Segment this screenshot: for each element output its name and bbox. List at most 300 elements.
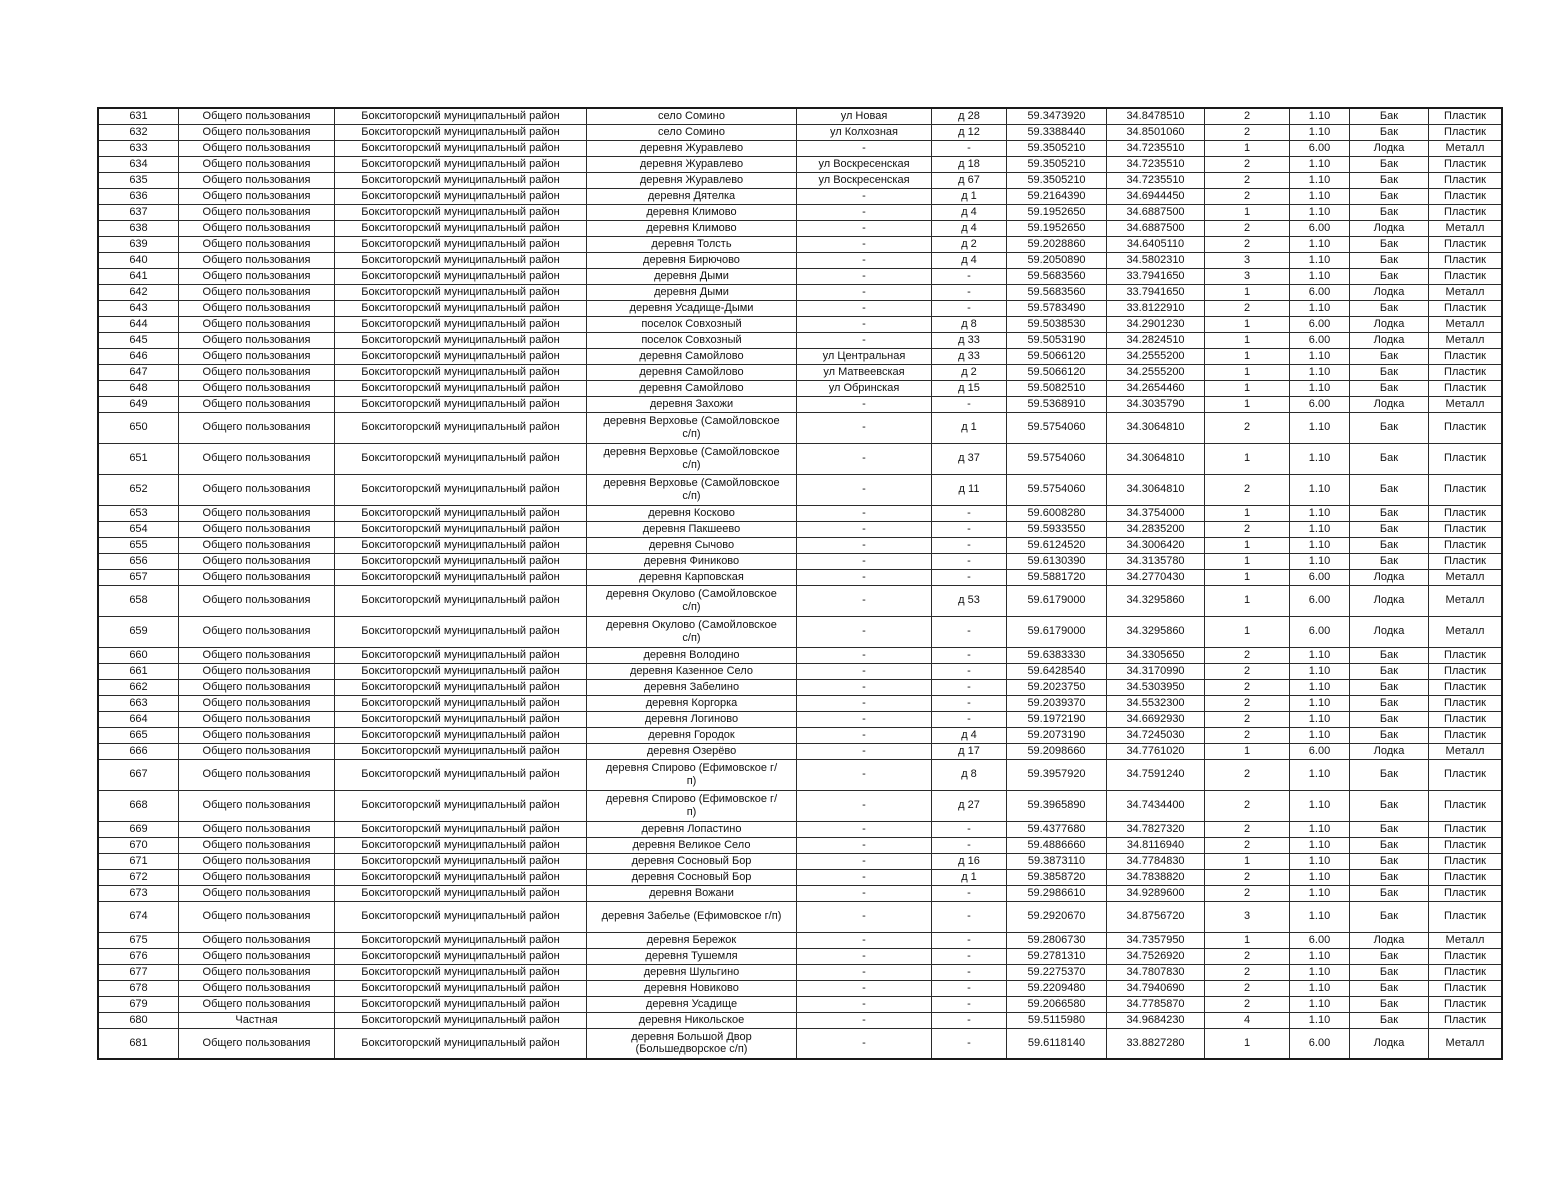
table-row [98,252,1502,268]
cell-material: Пластик [1429,711,1503,727]
cell-material: Пластик [1429,364,1503,380]
table-row [98,996,1502,1012]
cell-settlement [587,980,797,996]
cell-longitude: 34.5802310 [1107,252,1205,268]
cell-longitude: 34.3006420 [1107,537,1205,553]
cell-type: Бак [1350,412,1429,443]
cell-row-number: 657 [98,569,179,585]
settlement-text: деревня Забелино [643,680,740,693]
cell-house-number: - [932,837,1007,853]
cell-settlement [587,1028,797,1059]
cell-ownership: Общего пользования [179,996,335,1012]
cell-volume: 1.10 [1290,537,1350,553]
cell-count: 2 [1205,220,1290,236]
cell-longitude: 34.2654460 [1107,380,1205,396]
cell-material: Металл [1429,743,1503,759]
cell-house-number: д 67 [932,172,1007,188]
cell-district: Бокситогорский муниципальный район [335,332,587,348]
cell-street: - [797,759,932,790]
cell-count: 2 [1205,679,1290,695]
cell-longitude: 34.7434400 [1107,790,1205,821]
cell-house-number: - [932,679,1007,695]
cell-street: - [797,300,932,316]
cell-longitude: 34.8478510 [1107,108,1205,124]
cell-settlement [587,474,797,505]
cell-material: Пластик [1429,412,1503,443]
cell-settlement [587,1012,797,1028]
cell-count: 1 [1205,537,1290,553]
cell-street: ул Новая [797,108,932,124]
cell-settlement [587,252,797,268]
cell-settlement [587,759,797,790]
cell-longitude: 34.3295860 [1107,616,1205,647]
cell-material: Металл [1429,284,1503,300]
cell-district: Бокситогорский муниципальный район [335,268,587,284]
cell-volume: 1.10 [1290,980,1350,996]
cell-latitude: 59.5881720 [1007,569,1107,585]
cell-material: Пластик [1429,759,1503,790]
cell-volume: 1.10 [1290,108,1350,124]
cell-latitude: 59.2209480 [1007,980,1107,996]
cell-material: Пластик [1429,188,1503,204]
cell-district: Бокситогорский муниципальный район [335,348,587,364]
cell-settlement [587,679,797,695]
cell-type: Бак [1350,759,1429,790]
cell-material: Металл [1429,220,1503,236]
cell-ownership: Общего пользования [179,695,335,711]
cell-row-number: 644 [98,316,179,332]
settlement-text: поселок Совхозный [641,317,742,330]
cell-ownership: Общего пользования [179,679,335,695]
cell-ownership: Общего пользования [179,364,335,380]
cell-district: Бокситогорский муниципальный район [335,759,587,790]
table-row [98,474,1502,505]
settlement-text: деревня Новиково [644,981,739,994]
cell-row-number: 667 [98,759,179,790]
cell-settlement [587,140,797,156]
settlement-text: деревня Журавлево [639,157,744,170]
cell-type: Бак [1350,188,1429,204]
table-row [98,108,1502,124]
cell-type: Бак [1350,505,1429,521]
cell-street: - [797,679,932,695]
cell-material: Пластик [1429,996,1503,1012]
cell-type: Лодка [1350,616,1429,647]
cell-ownership: Общего пользования [179,743,335,759]
cell-row-number: 676 [98,948,179,964]
cell-material: Пластик [1429,679,1503,695]
cell-type: Бак [1350,380,1429,396]
cell-longitude: 34.3170990 [1107,663,1205,679]
cell-latitude: 59.6118140 [1007,1028,1107,1059]
cell-ownership: Общего пользования [179,901,335,932]
cell-latitude: 59.2920670 [1007,901,1107,932]
cell-longitude: 34.9289600 [1107,885,1205,901]
settlement-text: деревня Верховье (Самойловское с/п) [603,476,780,502]
cell-count: 2 [1205,980,1290,996]
cell-longitude: 34.7761020 [1107,743,1205,759]
cell-settlement [587,268,797,284]
cell-longitude: 34.7235510 [1107,156,1205,172]
cell-house-number: - [932,396,1007,412]
table-row [98,188,1502,204]
cell-street: - [797,964,932,980]
cell-latitude: 59.2164390 [1007,188,1107,204]
cell-row-number: 679 [98,996,179,1012]
cell-house-number: д 12 [932,124,1007,140]
cell-settlement [587,932,797,948]
cell-row-number: 658 [98,585,179,616]
cell-district: Бокситогорский муниципальный район [335,663,587,679]
cell-district: Бокситогорский муниципальный район [335,252,587,268]
settlement-text: деревня Городок [648,728,735,741]
settlement-text: деревня Самойлово [639,365,744,378]
cell-latitude: 59.1952650 [1007,204,1107,220]
cell-latitude: 59.2073190 [1007,727,1107,743]
cell-type: Бак [1350,204,1429,220]
table-row [98,711,1502,727]
cell-street: ул Матвеевская [797,364,932,380]
cell-ownership: Общего пользования [179,853,335,869]
cell-longitude: 33.7941650 [1107,284,1205,300]
cell-district: Бокситогорский муниципальный район [335,204,587,220]
cell-count: 1 [1205,284,1290,300]
cell-type: Лодка [1350,932,1429,948]
table-row [98,124,1502,140]
cell-latitude: 59.5038530 [1007,316,1107,332]
cell-row-number: 661 [98,663,179,679]
cell-house-number: - [932,537,1007,553]
cell-type: Бак [1350,885,1429,901]
cell-longitude: 34.2555200 [1107,364,1205,380]
cell-ownership: Общего пользования [179,553,335,569]
cell-district: Бокситогорский муниципальный район [335,140,587,156]
cell-settlement [587,695,797,711]
cell-ownership: Общего пользования [179,647,335,663]
cell-latitude: 59.5053190 [1007,332,1107,348]
cell-ownership: Общего пользования [179,108,335,124]
cell-type: Бак [1350,236,1429,252]
cell-settlement [587,443,797,474]
cell-count: 2 [1205,821,1290,837]
cell-district: Бокситогорский муниципальный район [335,711,587,727]
cell-latitude: 59.5933550 [1007,521,1107,537]
cell-latitude: 59.5368910 [1007,396,1107,412]
cell-longitude: 34.3754000 [1107,505,1205,521]
cell-count: 2 [1205,474,1290,505]
table-row [98,1028,1502,1059]
cell-street: ул Центральная [797,348,932,364]
cell-latitude: 59.3965890 [1007,790,1107,821]
cell-longitude: 34.7838820 [1107,869,1205,885]
cell-count: 2 [1205,790,1290,821]
cell-longitude: 34.3035790 [1107,396,1205,412]
cell-material: Пластик [1429,300,1503,316]
cell-type: Бак [1350,948,1429,964]
cell-settlement [587,553,797,569]
cell-count: 3 [1205,268,1290,284]
cell-ownership: Общего пользования [179,204,335,220]
cell-house-number: - [932,821,1007,837]
cell-street: - [797,869,932,885]
cell-house-number: д 1 [932,188,1007,204]
cell-settlement [587,837,797,853]
cell-material: Металл [1429,396,1503,412]
table-row [98,553,1502,569]
cell-settlement [587,412,797,443]
cell-district: Бокситогорский муниципальный район [335,156,587,172]
cell-count: 1 [1205,364,1290,380]
cell-row-number: 677 [98,964,179,980]
cell-type: Лодка [1350,284,1429,300]
cell-latitude: 59.6124520 [1007,537,1107,553]
settlement-text: деревня Лопастино [641,822,742,835]
cell-volume: 1.10 [1290,348,1350,364]
table-row [98,364,1502,380]
cell-settlement [587,172,797,188]
cell-count: 2 [1205,521,1290,537]
table-row [98,505,1502,521]
cell-volume: 1.10 [1290,156,1350,172]
cell-count: 1 [1205,743,1290,759]
cell-row-number: 650 [98,412,179,443]
cell-street: - [797,204,932,220]
cell-ownership: Частная [179,1012,335,1028]
cell-material: Пластик [1429,124,1503,140]
settlement-text: деревня Карповская [639,570,744,583]
table-row [98,948,1502,964]
table-row [98,821,1502,837]
settlement-text: деревня Журавлево [639,173,744,186]
cell-type: Бак [1350,364,1429,380]
cell-type: Бак [1350,821,1429,837]
cell-longitude: 34.3135780 [1107,553,1205,569]
table-row [98,204,1502,220]
cell-row-number: 637 [98,204,179,220]
cell-settlement [587,188,797,204]
cell-row-number: 651 [98,443,179,474]
cell-house-number: - [932,885,1007,901]
cell-district: Бокситогорский муниципальный район [335,188,587,204]
cell-latitude: 59.1952650 [1007,220,1107,236]
cell-district: Бокситогорский муниципальный район [335,569,587,585]
cell-type: Лодка [1350,743,1429,759]
cell-ownership: Общего пользования [179,188,335,204]
cell-street: - [797,790,932,821]
cell-count: 2 [1205,711,1290,727]
cell-type: Лодка [1350,569,1429,585]
cell-district: Бокситогорский муниципальный район [335,821,587,837]
cell-count: 2 [1205,869,1290,885]
table-row [98,348,1502,364]
cell-ownership: Общего пользования [179,252,335,268]
cell-count: 1 [1205,1028,1290,1059]
cell-count: 1 [1205,569,1290,585]
cell-row-number: 671 [98,853,179,869]
cell-longitude: 34.3295860 [1107,585,1205,616]
cell-house-number: д 33 [932,348,1007,364]
cell-row-number: 639 [98,236,179,252]
cell-volume: 1.10 [1290,188,1350,204]
cell-latitude: 59.2028860 [1007,236,1107,252]
cell-volume: 6.00 [1290,220,1350,236]
cell-street: - [797,412,932,443]
cell-settlement [587,727,797,743]
table-row [98,759,1502,790]
cell-type: Лодка [1350,1028,1429,1059]
cell-latitude: 59.2275370 [1007,964,1107,980]
table-row [98,837,1502,853]
cell-longitude: 34.2555200 [1107,348,1205,364]
cell-type: Лодка [1350,332,1429,348]
cell-count: 2 [1205,412,1290,443]
cell-district: Бокситогорский муниципальный район [335,284,587,300]
cell-ownership: Общего пользования [179,236,335,252]
table-row [98,980,1502,996]
settlement-text: деревня Большой Двор (Большедворское с/п) [631,1030,752,1056]
cell-material: Пластик [1429,380,1503,396]
cell-material: Пластик [1429,885,1503,901]
cell-type: Лодка [1350,140,1429,156]
cell-longitude: 34.7591240 [1107,759,1205,790]
cell-street: - [797,316,932,332]
cell-district: Бокситогорский муниципальный район [335,537,587,553]
cell-longitude: 34.8116940 [1107,837,1205,853]
cell-volume: 6.00 [1290,332,1350,348]
settlement-text: деревня Сосновый Бор [631,854,752,867]
cell-longitude: 34.3064810 [1107,412,1205,443]
cell-type: Бак [1350,268,1429,284]
cell-volume: 1.10 [1290,236,1350,252]
cell-material: Пластик [1429,647,1503,663]
cell-latitude: 59.5115980 [1007,1012,1107,1028]
cell-material: Пластик [1429,505,1503,521]
cell-ownership: Общего пользования [179,300,335,316]
cell-latitude: 59.5066120 [1007,348,1107,364]
cell-ownership: Общего пользования [179,124,335,140]
cell-ownership: Общего пользования [179,821,335,837]
settlement-text: деревня Коргорка [645,696,738,709]
cell-latitude: 59.3858720 [1007,869,1107,885]
cell-material: Пластик [1429,156,1503,172]
cell-count: 1 [1205,316,1290,332]
cell-count: 3 [1205,252,1290,268]
cell-house-number: д 8 [932,759,1007,790]
settlement-text: деревня Захожи [649,397,734,410]
cell-row-number: 668 [98,790,179,821]
cell-count: 1 [1205,380,1290,396]
cell-count: 2 [1205,948,1290,964]
cell-longitude: 33.7941650 [1107,268,1205,284]
cell-ownership: Общего пользования [179,284,335,300]
cell-house-number: - [932,932,1007,948]
cell-district: Бокситогорский муниципальный район [335,743,587,759]
cell-material: Пластик [1429,727,1503,743]
cell-ownership: Общего пользования [179,474,335,505]
cell-type: Бак [1350,695,1429,711]
cell-settlement [587,332,797,348]
cell-row-number: 660 [98,647,179,663]
cell-house-number: д 11 [932,474,1007,505]
cell-district: Бокситогорский муниципальный район [335,108,587,124]
settlement-text: деревня Пакшеево [642,522,741,535]
table-row [98,1012,1502,1028]
cell-ownership: Общего пользования [179,412,335,443]
cell-house-number: д 53 [932,585,1007,616]
settlement-text: деревня Бирючово [643,253,740,266]
cell-volume: 1.10 [1290,443,1350,474]
cell-street: - [797,885,932,901]
cell-district: Бокситогорский муниципальный район [335,236,587,252]
waterfront-objects-table [97,107,1503,1060]
table-row [98,663,1502,679]
cell-ownership: Общего пользования [179,156,335,172]
cell-longitude: 34.7785870 [1107,996,1205,1012]
settlement-text: деревня Забелье (Ефимовское г/п) [601,910,782,923]
cell-district: Бокситогорский муниципальный район [335,380,587,396]
cell-district: Бокситогорский муниципальный район [335,853,587,869]
cell-latitude: 59.5754060 [1007,443,1107,474]
table-row [98,964,1502,980]
cell-settlement [587,124,797,140]
cell-house-number: д 17 [932,743,1007,759]
cell-street: - [797,521,932,537]
cell-volume: 6.00 [1290,284,1350,300]
table-row [98,172,1502,188]
cell-longitude: 34.7235510 [1107,172,1205,188]
cell-house-number: - [932,569,1007,585]
cell-street: - [797,711,932,727]
cell-district: Бокситогорский муниципальный район [335,727,587,743]
cell-longitude: 34.6944450 [1107,188,1205,204]
cell-ownership: Общего пользования [179,885,335,901]
settlement-text: деревня Журавлево [639,141,744,154]
cell-row-number: 675 [98,932,179,948]
table-row [98,743,1502,759]
cell-row-number: 648 [98,380,179,396]
cell-latitude: 59.5066120 [1007,364,1107,380]
settlement-text: деревня Климово [646,221,737,234]
cell-house-number: - [932,300,1007,316]
cell-row-number: 654 [98,521,179,537]
cell-row-number: 632 [98,124,179,140]
cell-house-number: - [932,553,1007,569]
cell-type: Бак [1350,252,1429,268]
cell-house-number: д 4 [932,204,1007,220]
cell-count: 2 [1205,964,1290,980]
cell-type: Бак [1350,647,1429,663]
cell-longitude: 34.5532300 [1107,695,1205,711]
cell-house-number: д 1 [932,869,1007,885]
cell-house-number: - [932,948,1007,964]
table-row [98,284,1502,300]
table-row [98,140,1502,156]
cell-latitude: 59.3473920 [1007,108,1107,124]
cell-volume: 1.10 [1290,759,1350,790]
cell-longitude: 34.8501060 [1107,124,1205,140]
cell-volume: 6.00 [1290,140,1350,156]
cell-row-number: 665 [98,727,179,743]
table-row [98,220,1502,236]
cell-ownership: Общего пользования [179,663,335,679]
cell-street: - [797,695,932,711]
cell-latitude: 59.5783490 [1007,300,1107,316]
cell-latitude: 59.2066580 [1007,996,1107,1012]
cell-volume: 1.10 [1290,172,1350,188]
cell-ownership: Общего пользования [179,980,335,996]
cell-ownership: Общего пользования [179,711,335,727]
cell-material: Пластик [1429,537,1503,553]
